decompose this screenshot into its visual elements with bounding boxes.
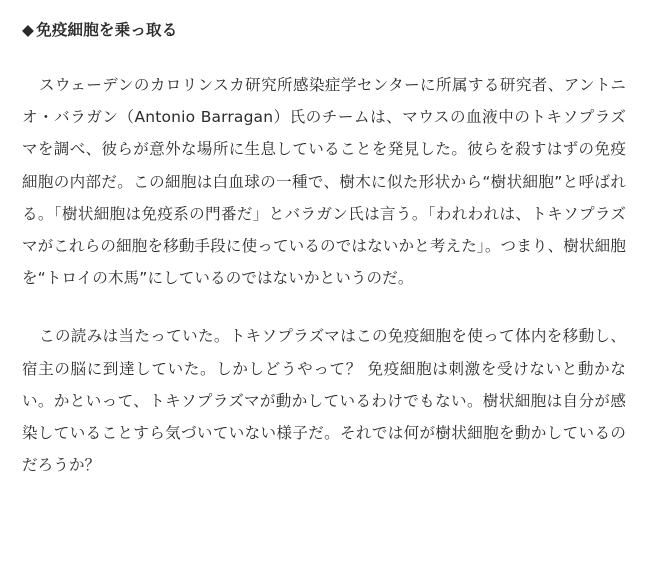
section-heading — [22, 18, 626, 43]
body-paragraph-1: スウェーデンのカロリンスカ研究所感染症学センターに所属する研究者、アントニオ・バラガン（Antonio Barragan）氏のチームは、マウスの血液中のトキソプラズマを調べ、彼らが意外な場所に生息していることを発見した。彼らを殺すはずの免疫細胞の内部だ。この細胞は白血球の一種で、樹木に似た形状から“樹状細胞”と呼ばれる。「樹状細胞は免疫系の門番だ」とバラガン氏は言う。「われわれは、トキソプラズマがこれらの細胞を移動手段に使っているのではないかと考えた」。つまり、樹状細胞を“トロイの木馬”にしているのではないかというのだ。 — [22, 75, 626, 288]
diamond-marker-icon: ◆ — [22, 21, 35, 39]
section-heading-text: 免疫細胞を乗っ取る — [36, 21, 178, 39]
body-paragraph-2: この読みは当たっていた。トキソプラズマはこの免疫細胞を使って体内を移動し、宿主の脳に到達していた。しかしどうやって？ 免疫細胞は刺激を受けないと動かない。かといって、トキソプラズマが動かしているわけでもない。樹状細胞は自分が感染していることすら気づいていない様子だ。それでは何が樹状細胞を動かしているのだろうか？ — [22, 327, 626, 475]
